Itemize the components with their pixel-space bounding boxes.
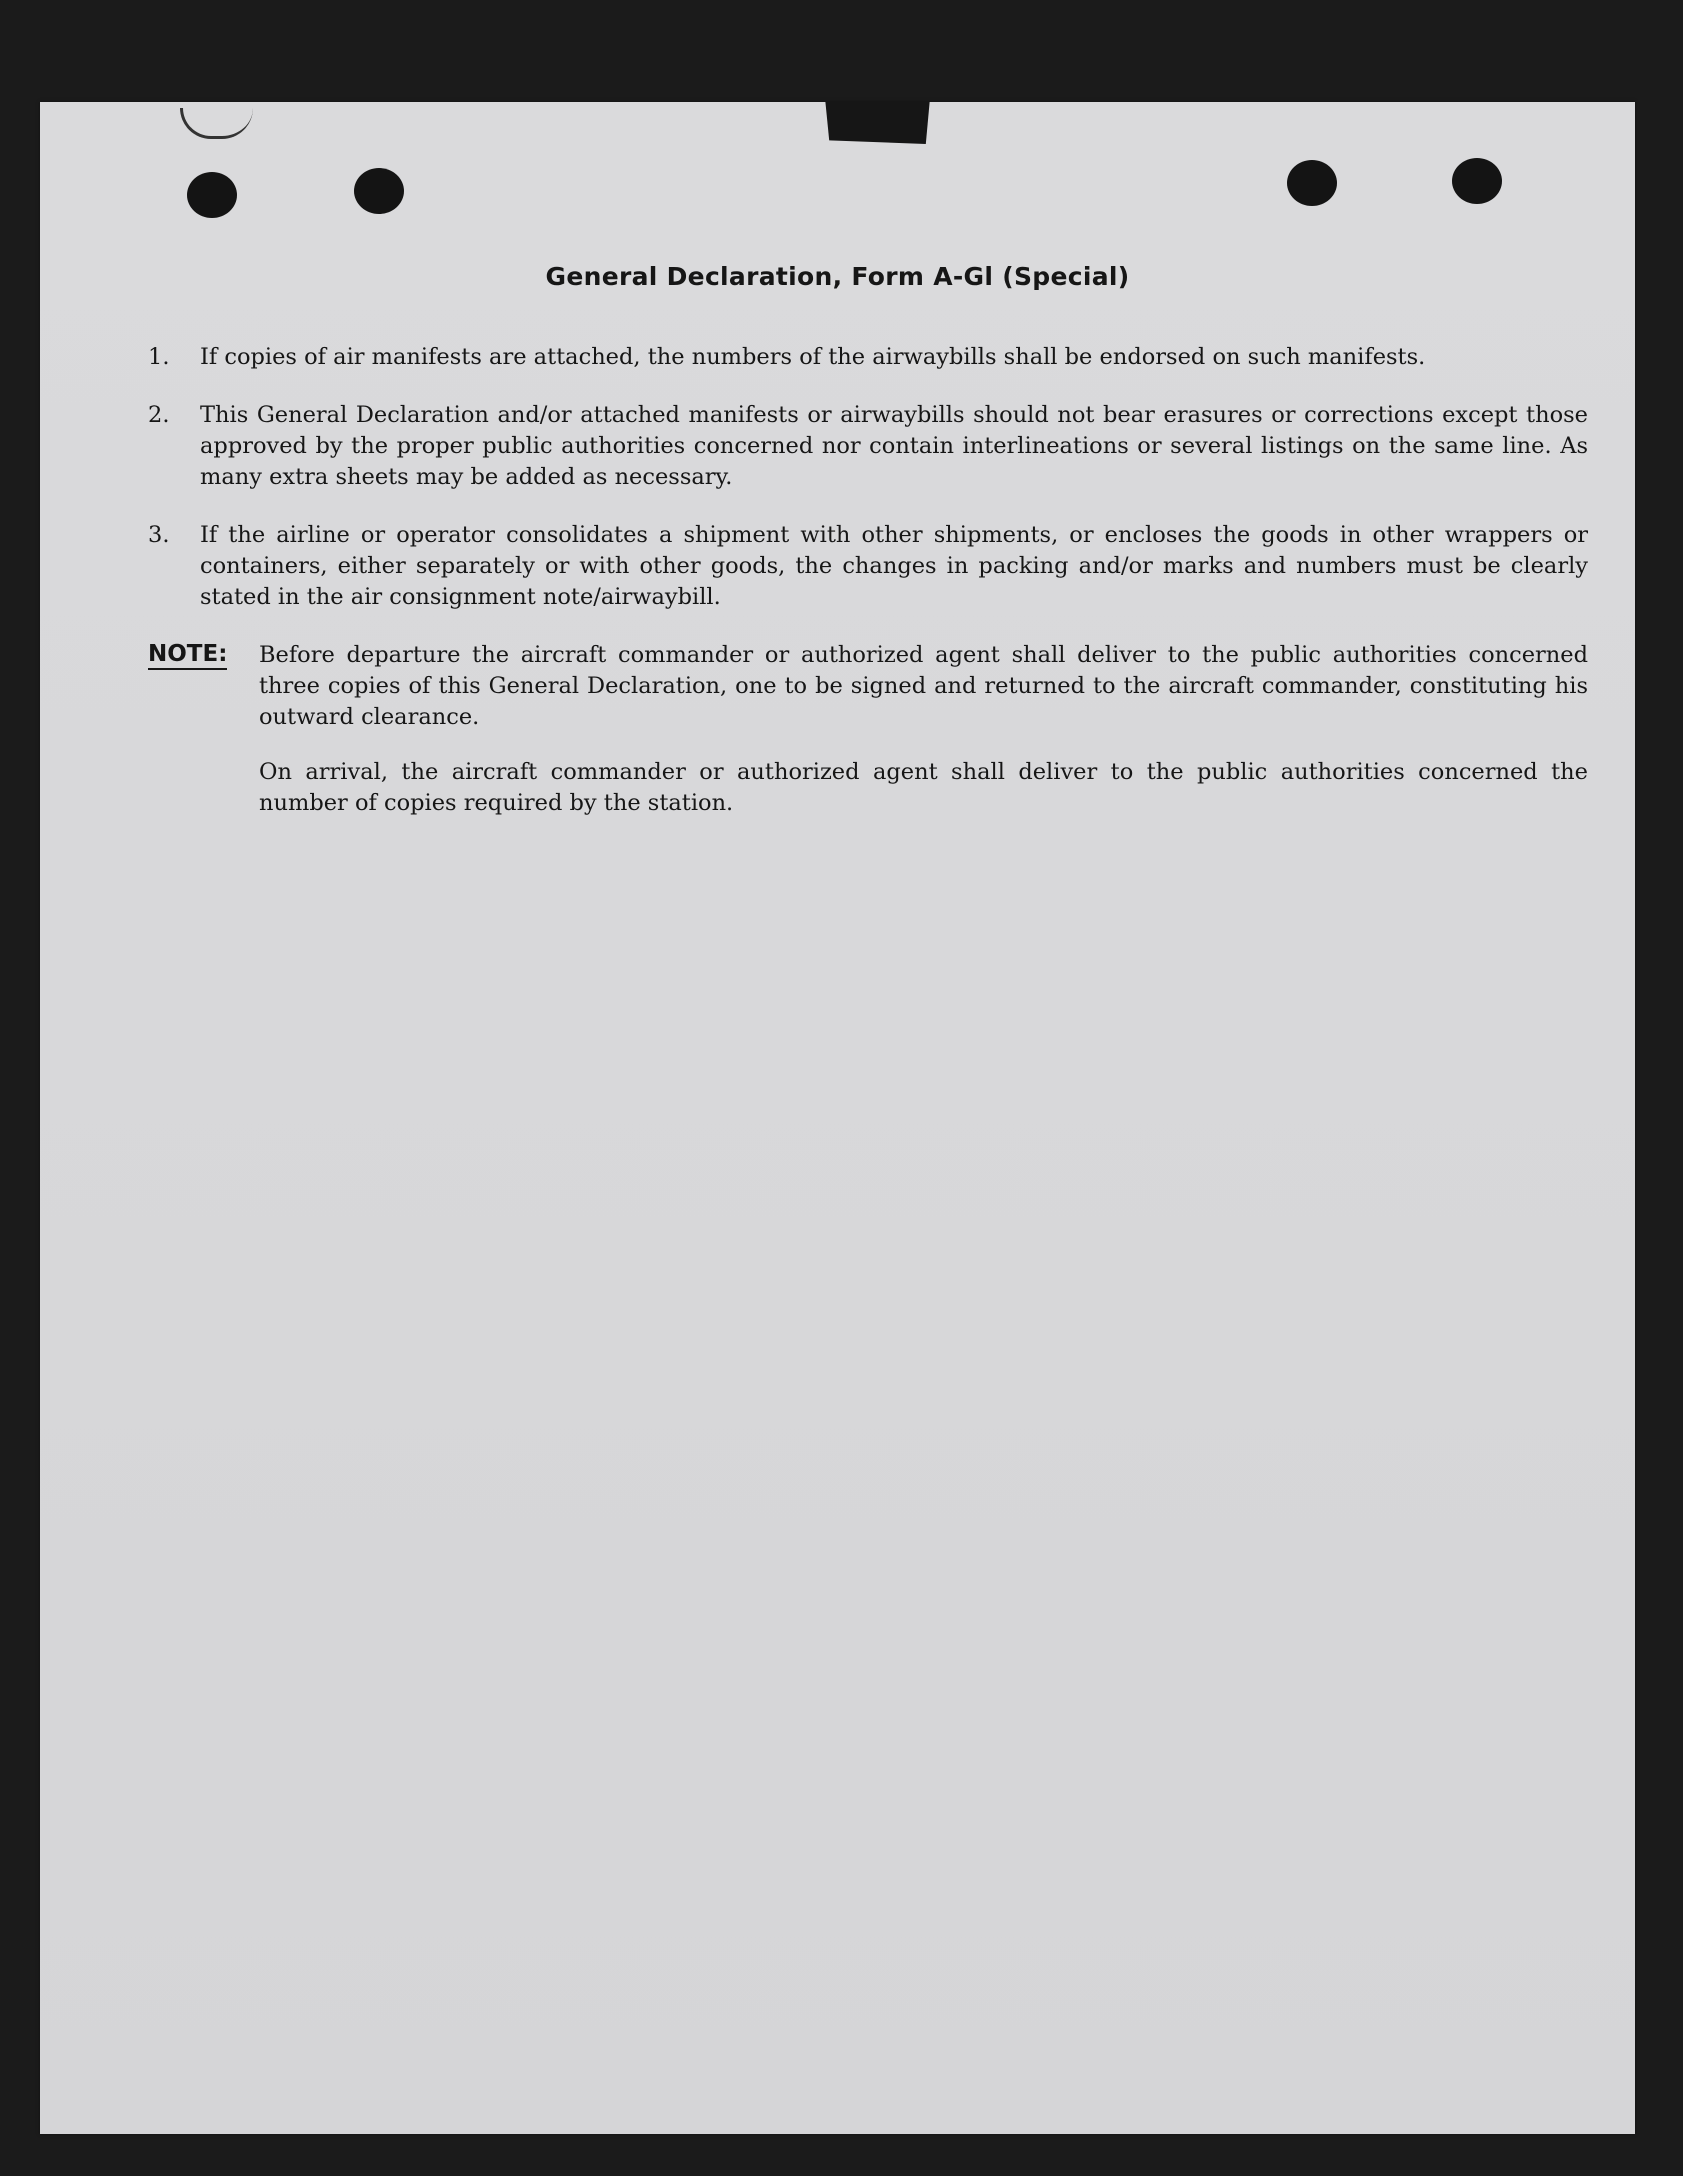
item-number: 1. — [148, 344, 170, 370]
item-text: If the airline or operator consolidates a shipment with other shipments, or encloses the goods in other wrappers or containers, either separately or with other goods, the changes in packing and/or marks and numbers must be clearly stated in the air consignment note/airwaybill. — [200, 522, 1588, 610]
top-tab-cutout — [825, 102, 930, 144]
list-item — [148, 400, 1588, 493]
item-number: 3. — [148, 522, 170, 548]
item-text: This General Declaration and/or attached manifests or airwaybills should not bear erasures or corrections except those approved by the proper public authorities concerned nor contain interlineations or several listings on the same line. As many extra sheets may be added as necessary. — [200, 402, 1588, 490]
list-item — [148, 520, 1588, 613]
item-number: 2. — [148, 402, 170, 428]
document-title: General Declaration, Form A-Gl (Special) — [545, 262, 1130, 291]
note-paragraph-2: On arrival, the aircraft commander or authorized agent shall deliver to the public authorities concerned the number of copies required by the station. — [259, 759, 1588, 816]
punch-hole — [1452, 158, 1502, 204]
punch-hole — [1287, 160, 1337, 206]
item-text: If copies of air manifests are attached, the numbers of the airwaybills shall be endorsed on such manifests. — [200, 344, 1426, 370]
punch-hole — [354, 168, 404, 214]
note-label: NOTE: — [148, 640, 227, 670]
punch-hole — [187, 172, 237, 218]
note-paragraph-1: Before departure the aircraft commander or authorized agent shall deliver to the public authorities concerned three copies of this General Declaration, one to be signed and returned to the aircraft commander, constituting his outward clearance. — [259, 642, 1588, 730]
note-section — [148, 640, 1588, 819]
paper-sheet — [40, 102, 1635, 2134]
list-item — [148, 342, 1588, 373]
pen-mark — [180, 108, 253, 139]
